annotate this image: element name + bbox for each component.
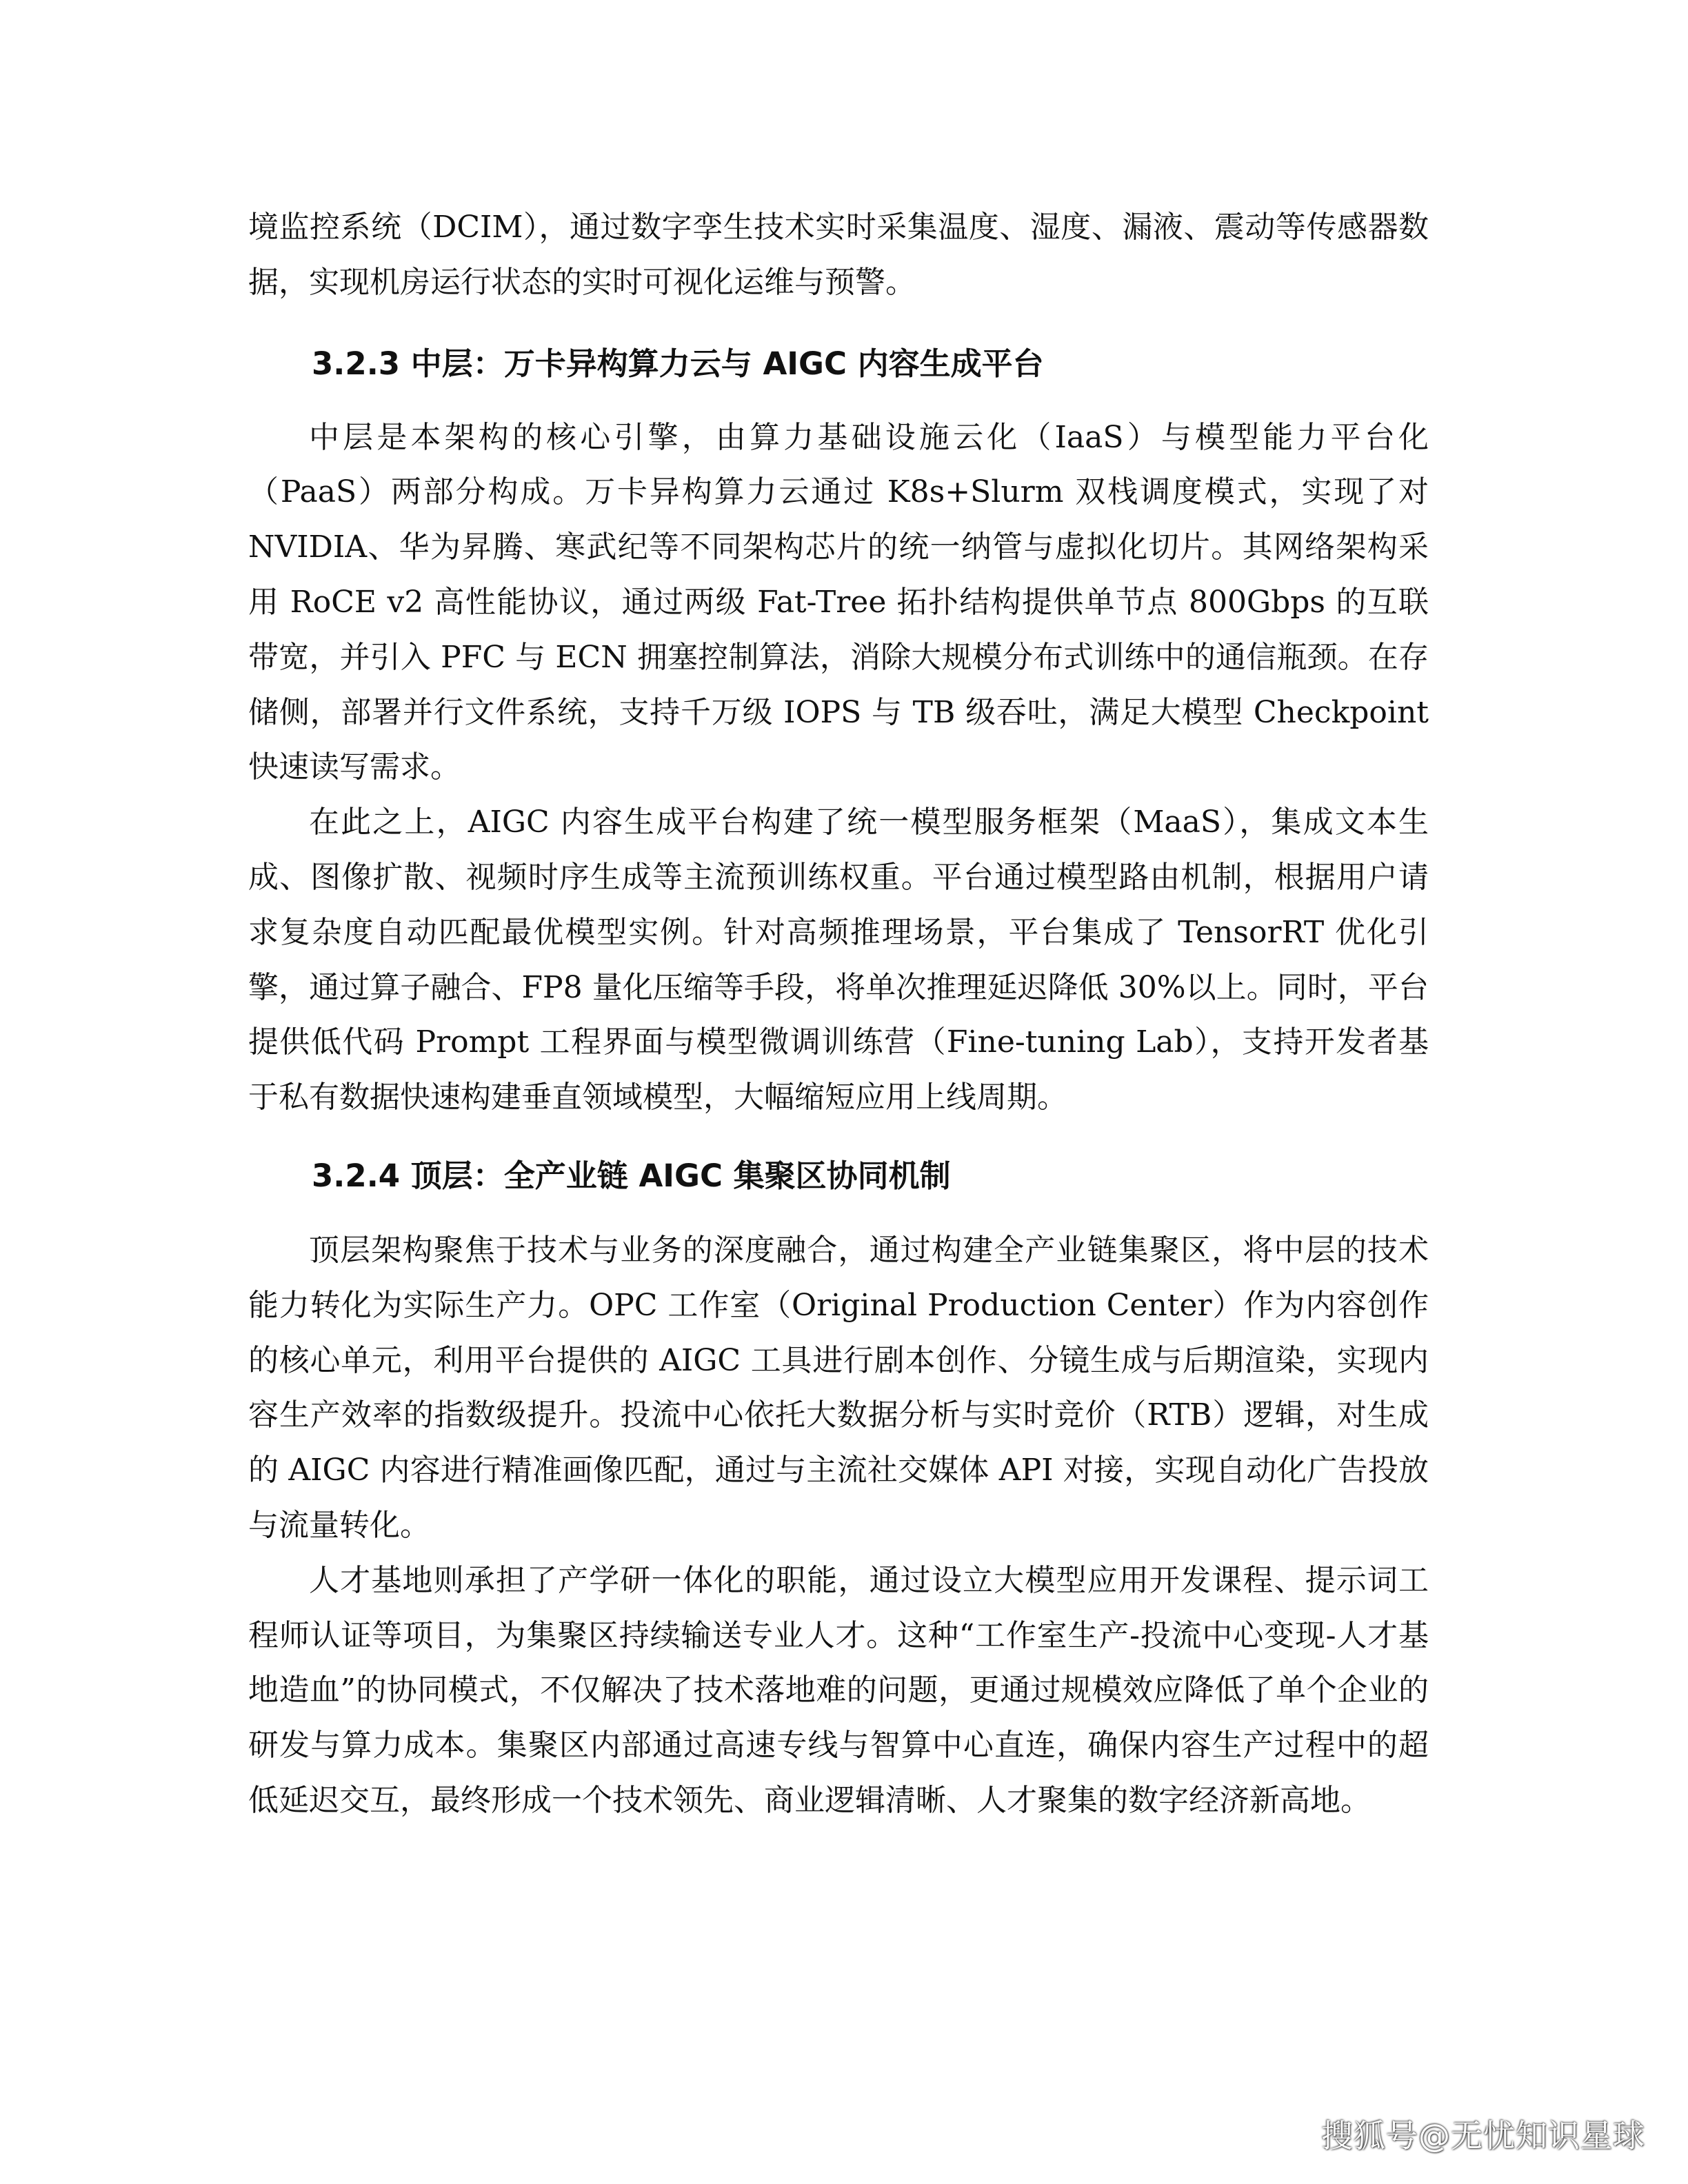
watermark-text: 搜狐号@无忧知识星球 (1321, 2117, 1645, 2154)
section-3-2-4-paragraph-2: 人才基地则承担了产学研一体化的职能，通过设立大模型应用开发课程、提示词工程师认证等项目，为集聚区持续输送专业人才。这种“工作室生产-投流中心变现-人才基地造血”的协同模式，不仅解决了技术落地难的问题，更通过规模效应降低了单个企业的研发与算力成本。集聚区内部通过高速专线与智算中心直连，确保内容生产过程中的超低延迟交互，最终形成一个技术领先、商业逻辑清晰、人才聚集的数字经济新高地。 (248, 1562, 1429, 1818)
section-3-2-4-paragraph-1: 顶层架构聚焦于技术与业务的深度融合，通过构建全产业链集聚区，将中层的技术能力转化为实际生产力。OPC 工作室（Original Production Center）作为内容创作的核心单元，利用平台提供的 AIGC 工具进行剧本创作、分镜生成与后期渲染，实现内容生产效率的指数级提升。投流中心依托大数据分析与实时竞价（RTB）逻辑，对生成的 AIGC 内容进行精准画像匹配，通过与主流社交媒体 API 对接，实现自动化广告投放与流量转化。 (248, 1232, 1429, 1543)
section-heading-3-2-4: 3.2.4 顶层：全产业链 AIGC 集聚区协同机制 (312, 1157, 951, 1194)
document-body (248, 200, 1429, 1828)
section-heading-3-2-3: 3.2.3 中层：万卡异构算力云与 AIGC 内容生成平台 (312, 345, 1044, 382)
section-3-2-3-paragraph-1: 中层是本架构的核心引擎，由算力基础设施云化（IaaS）与模型能力平台化（PaaS）两部分构成。万卡异构算力云通过 K8s+Slurm 双栈调度模式，实现了对 NVIDIA、华为昇腾、寒武纪等不同架构芯片的统一纳管与虚拟化切片。其网络架构采用 RoCE v2 高性能协议，通过两级 Fat-Tree 拓扑结构提供单节点 800Gbps 的互联带宽，并引入 PFC 与 ECN 拥塞控制算法，消除大规模分布式训练中的通信瓶颈。在存储侧，部署并行文件系统，支持千万级 IOPS 与 TB 级吞吐，满足大模型 Checkpoint 快速读写需求。 (248, 419, 1429, 785)
intro-paragraph: 境监控系统（DCIM），通过数字孪生技术实时采集温度、湿度、漏液、震动等传感器数据，实现机房运行状态的实时可视化运维与预警。 (248, 210, 1429, 300)
section-3-2-3-paragraph-2: 在此之上，AIGC 内容生成平台构建了统一模型服务框架（MaaS），集成文本生成、图像扩散、视频时序生成等主流预训练权重。平台通过模型路由机制，根据用户请求复杂度自动匹配最优模型实例。针对高频推理场景，平台集成了 TensorRT 优化引擎，通过算子融合、FP8 量化压缩等手段，将单次推理延迟降低 30%以上。同时，平台提供低代码 Prompt 工程界面与模型微调训练营（Fine-tuning Lab），支持开发者基于私有数据快速构建垂直领域模型，大幅缩短应用上线周期。 (248, 805, 1429, 1115)
